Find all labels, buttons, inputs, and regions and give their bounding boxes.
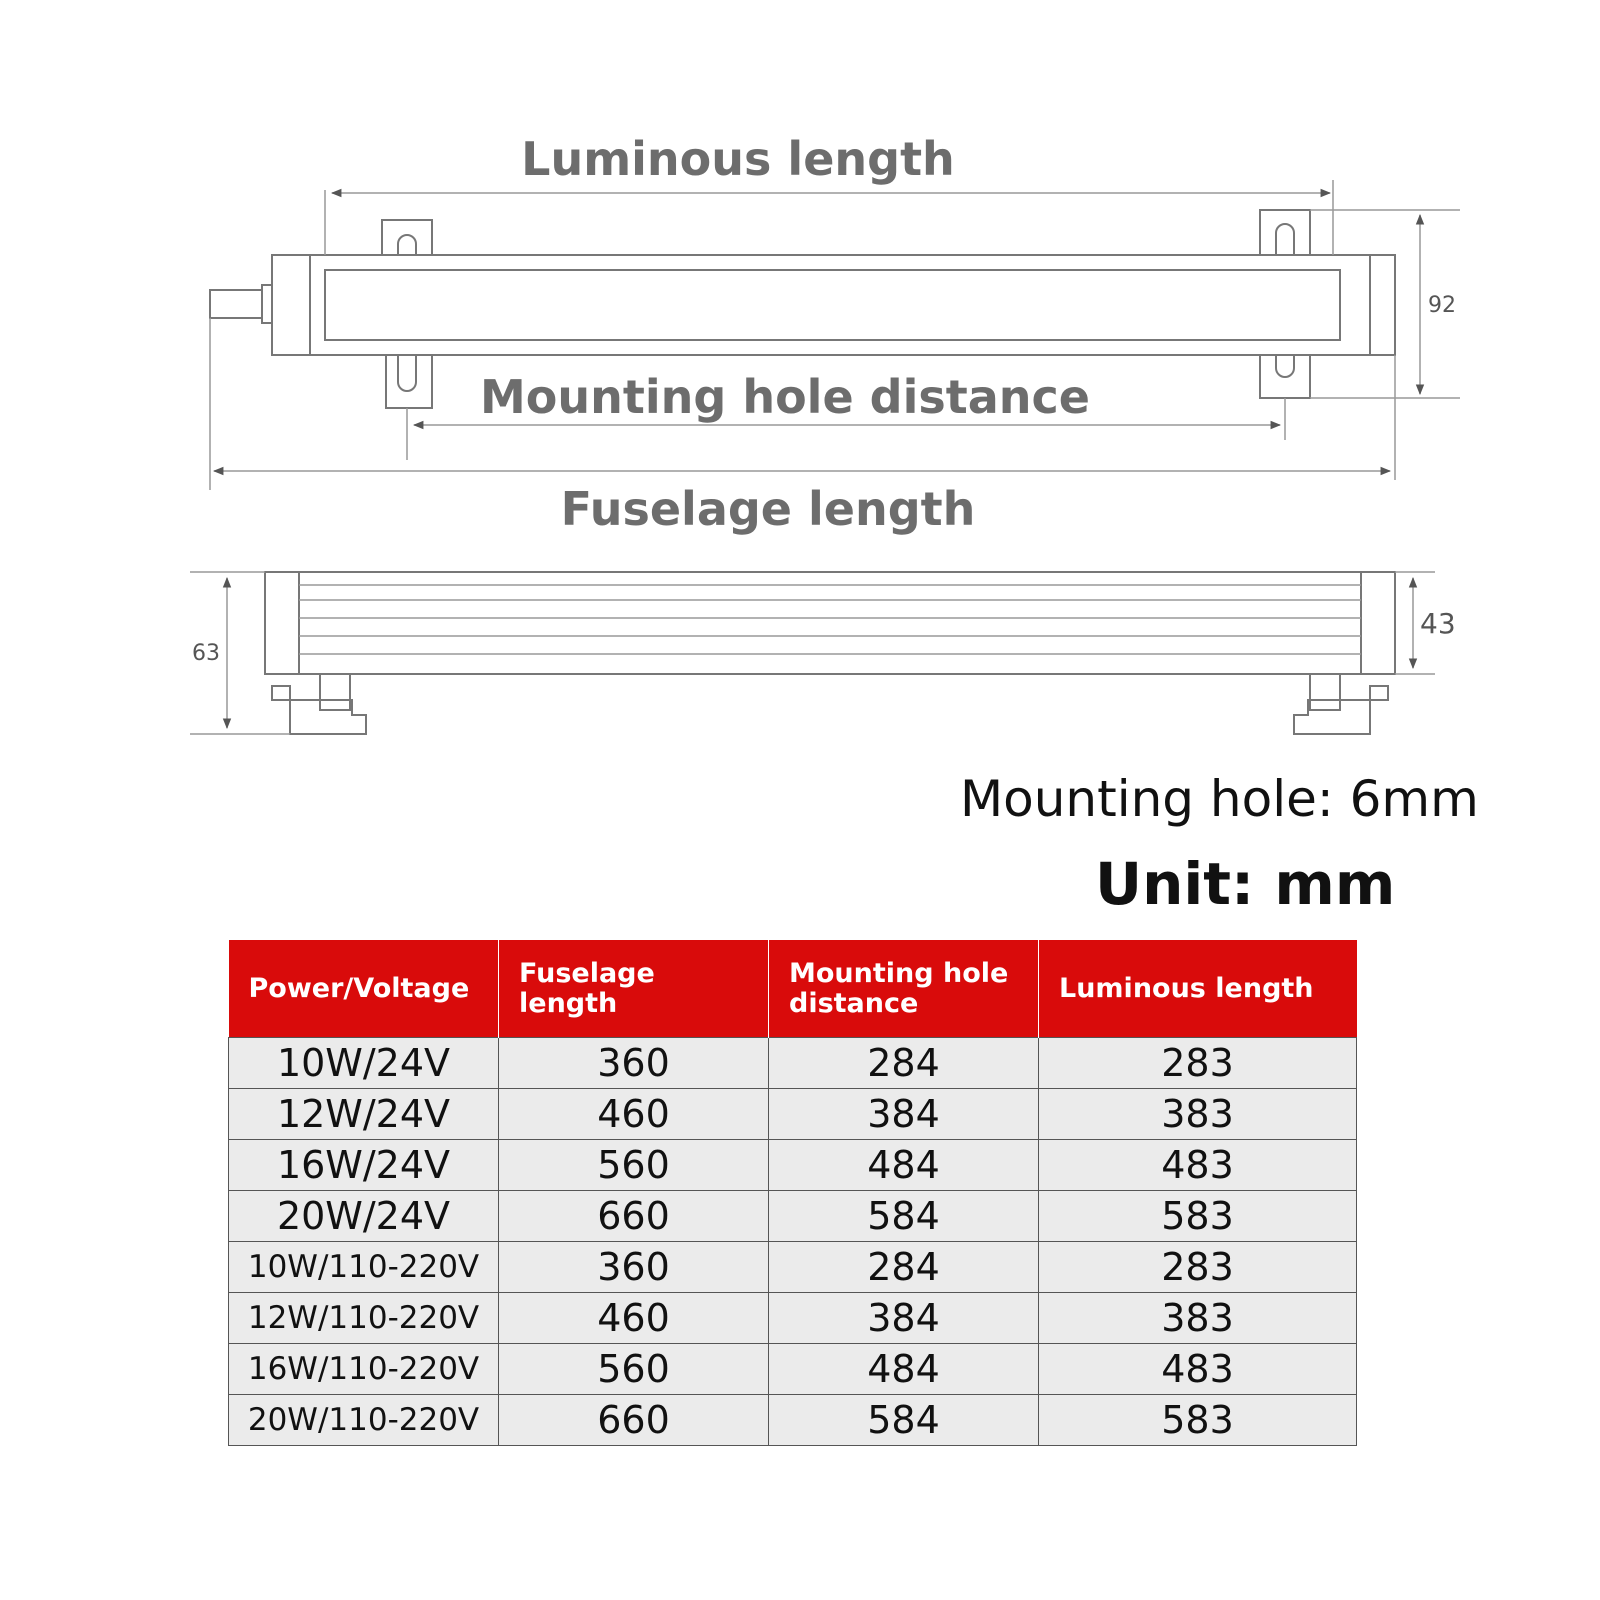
dimension-43: 43 <box>1420 607 1456 640</box>
mounting-hole-distance-cell: 384 <box>769 1089 1039 1140</box>
header-mounting-hole-distance: Mounting hole distance <box>769 940 1039 1038</box>
mounting-hole-distance-cell: 384 <box>769 1293 1039 1344</box>
spec-table-header <box>229 940 1357 1038</box>
mounting-hole-note: Mounting hole: 6mm <box>960 770 1479 828</box>
header-power-voltage: Power/Voltage <box>229 940 499 1038</box>
mounting-hole-distance-label: Mounting hole distance <box>480 370 1090 424</box>
header-luminous-length: Luminous length <box>1039 940 1357 1038</box>
luminous-length-cell: 483 <box>1039 1140 1357 1191</box>
fuselage-length-cell: 560 <box>499 1140 769 1191</box>
fuselage-length-cell: 360 <box>499 1038 769 1089</box>
header-fuselage-length: Fuselage length <box>499 940 769 1038</box>
fuselage-length-cell: 560 <box>499 1344 769 1395</box>
power-voltage-cell: 12W/24V <box>229 1089 499 1140</box>
power-voltage-cell: 20W/110-220V <box>229 1395 499 1446</box>
mounting-hole-distance-cell: 584 <box>769 1191 1039 1242</box>
power-voltage-cell: 12W/110-220V <box>229 1293 499 1344</box>
spec-table <box>228 940 1357 1446</box>
dimension-drawing <box>0 0 1600 760</box>
mounting-hole-distance-cell: 484 <box>769 1344 1039 1395</box>
dimension-92: 92 <box>1428 293 1456 318</box>
table-row <box>229 1395 1357 1446</box>
table-row <box>229 1344 1357 1395</box>
power-voltage-cell: 16W/24V <box>229 1140 499 1191</box>
luminous-length-cell: 583 <box>1039 1191 1357 1242</box>
fuselage-length-cell: 660 <box>499 1395 769 1446</box>
luminous-length-cell: 583 <box>1039 1395 1357 1446</box>
dimension-63: 63 <box>192 641 220 666</box>
mounting-hole-distance-cell: 584 <box>769 1395 1039 1446</box>
fuselage-length-cell: 660 <box>499 1191 769 1242</box>
side-view <box>190 572 1456 734</box>
fuselage-length-cell: 460 <box>499 1293 769 1344</box>
table-row <box>229 1089 1357 1140</box>
mounting-hole-distance-cell: 284 <box>769 1242 1039 1293</box>
power-voltage-cell: 16W/110-220V <box>229 1344 499 1395</box>
luminous-length-cell: 483 <box>1039 1344 1357 1395</box>
table-row <box>229 1140 1357 1191</box>
unit-note: Unit: mm <box>1095 850 1396 918</box>
luminous-length-cell: 383 <box>1039 1089 1357 1140</box>
luminous-length-cell: 283 <box>1039 1038 1357 1089</box>
table-row <box>229 1038 1357 1089</box>
luminous-length-cell: 383 <box>1039 1293 1357 1344</box>
fuselage-length-cell: 360 <box>499 1242 769 1293</box>
fuselage-length-cell: 460 <box>499 1089 769 1140</box>
table-row <box>229 1293 1357 1344</box>
power-voltage-cell: 10W/24V <box>229 1038 499 1089</box>
fuselage-length-label: Fuselage length <box>560 482 976 536</box>
top-view <box>210 132 1460 536</box>
power-voltage-cell: 10W/110-220V <box>229 1242 499 1293</box>
luminous-length-cell: 283 <box>1039 1242 1357 1293</box>
table-row <box>229 1191 1357 1242</box>
power-voltage-cell: 20W/24V <box>229 1191 499 1242</box>
table-row <box>229 1242 1357 1293</box>
luminous-length-label: Luminous length <box>521 132 955 186</box>
mounting-hole-distance-cell: 484 <box>769 1140 1039 1191</box>
mounting-hole-distance-cell: 284 <box>769 1038 1039 1089</box>
